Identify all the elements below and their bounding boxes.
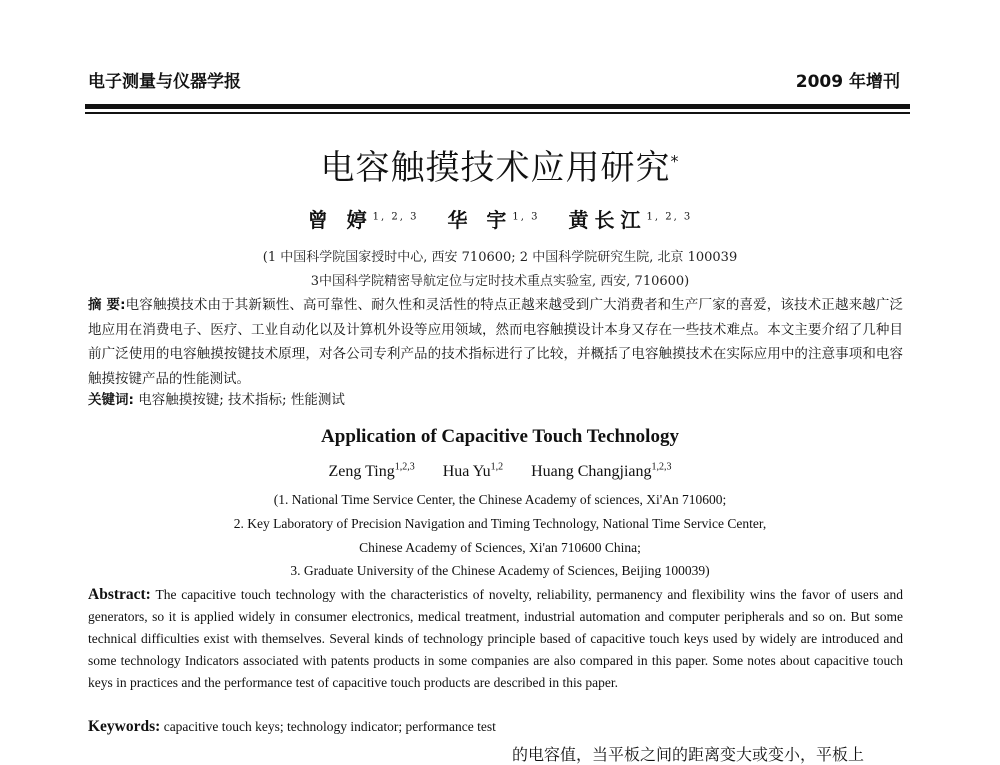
author-name: Huang Changjiang (531, 463, 652, 481)
english-affiliation-line: 3. Graduate University of the Chinese Academy of Sciences, Beijing 100039) (290, 563, 710, 578)
english-affiliation-line: 2. Key Laboratory of Precision Navigation and Timing Technology, National Time Service Center, (233, 516, 767, 531)
chinese-abstract-text: 电容触摸技术由于其新颖性、高可靠性、耐久性和灵活性的特点正越来越受到广大消费者和生产厂家的喜爱，该技术正越来越广泛地应用在消费电子、医疗、工业自动化以及计算机外设等应用领域，然而电容触摸设计本身又存在一些技术难点。本文主要介绍了几种目前广泛使用的电容触摸按键技术原理，对各公司专利产品的技术指标进行了比较，并概括了电容触摸技术在实际应用中的注意事项和电容触摸按键产品的性能测试。 (88, 297, 904, 387)
chinese-abstract (88, 293, 903, 391)
english-keywords (88, 718, 903, 736)
author-affiliation-mark: 1,2,3 (394, 462, 415, 473)
author-affiliation-mark: 1, 2, 3 (646, 211, 693, 223)
english-title: Application of Capacitive Touch Technology (321, 426, 679, 447)
author-affiliation-mark: 1,2,3 (651, 462, 672, 473)
author-name: Zeng Ting (328, 463, 395, 481)
chinese-author (568, 208, 692, 232)
journal-name: 电子测量与仪器学报 (88, 72, 241, 92)
author-affiliation-mark: 1,2 (490, 462, 504, 473)
chinese-affiliation-line: (1 中国科学院国家授时中心, 西安 710600; 2 中国科学院研究生院, 北京 100039 (262, 250, 738, 265)
chinese-keywords (88, 388, 903, 408)
author-name: 华 宇 (447, 208, 513, 232)
journal-issue: 2009 年增刊 (795, 72, 900, 92)
english-author (443, 463, 503, 480)
english-keywords-text: capacitive touch keys; technology indicator; performance test (163, 719, 496, 734)
english-affiliation-line: (1. National Time Service Center, the Chinese Academy of sciences, Xi'An 710600; (273, 492, 727, 507)
author-affiliation-mark: 1, 2, 3 (372, 211, 419, 223)
author-name: 黄长江 (568, 208, 647, 232)
english-abstract-label: Abstract: (88, 586, 151, 603)
title-footnote-mark: * (670, 151, 680, 171)
english-abstract (88, 584, 903, 694)
chinese-affiliation-line: 3中国科学院精密导航定位与定时技术重点实验室, 西安, 710600) (310, 274, 690, 289)
author-name: Hua Yu (442, 463, 491, 481)
chinese-author (447, 208, 539, 232)
chinese-keywords-label: 关键词: (88, 392, 134, 408)
english-keywords-label: Keywords: (88, 718, 161, 735)
chinese-title-text: 电容触摸技术应用研究 (320, 148, 671, 188)
chinese-keywords-text: 电容触摸按键; 技术指标; 性能测试 (138, 392, 345, 408)
header-rule-thick (85, 104, 910, 109)
chinese-title (0, 140, 1000, 189)
header-rule-thin (85, 112, 910, 114)
english-author (531, 463, 671, 480)
chinese-abstract-label: 摘 要: (88, 297, 126, 313)
chinese-author (308, 208, 419, 232)
chinese-authors (0, 204, 1000, 233)
english-affiliation-line: Chinese Academy of Sciences, Xi'an 710600 China; (359, 540, 641, 555)
english-authors (0, 462, 1000, 481)
author-affiliation-mark: 1, 3 (512, 211, 540, 223)
body-text-start: 的电容值，当平板之间的距离变大或变小，平板上 (512, 745, 865, 764)
english-abstract-text: The capacitive touch technology with the characteristics of novelty, reliability, permanency and flexibility wins the favor of users and generators, so it is applied widely in consumer electronics, medical treatment, industrial automation and computer peripherals and so on. But some technical difficulties exist with themselves. Several kinds of technology principle based of capacitive touch keys used by widely are introduced and some technology Indicators associated with patents products in some companies are also compared in this paper. Some notes about capacitive touch keys in practices and the performance test of capacitive touch products are described in this paper. (88, 587, 903, 690)
english-author (328, 463, 414, 480)
author-name: 曾 婷 (307, 208, 373, 232)
